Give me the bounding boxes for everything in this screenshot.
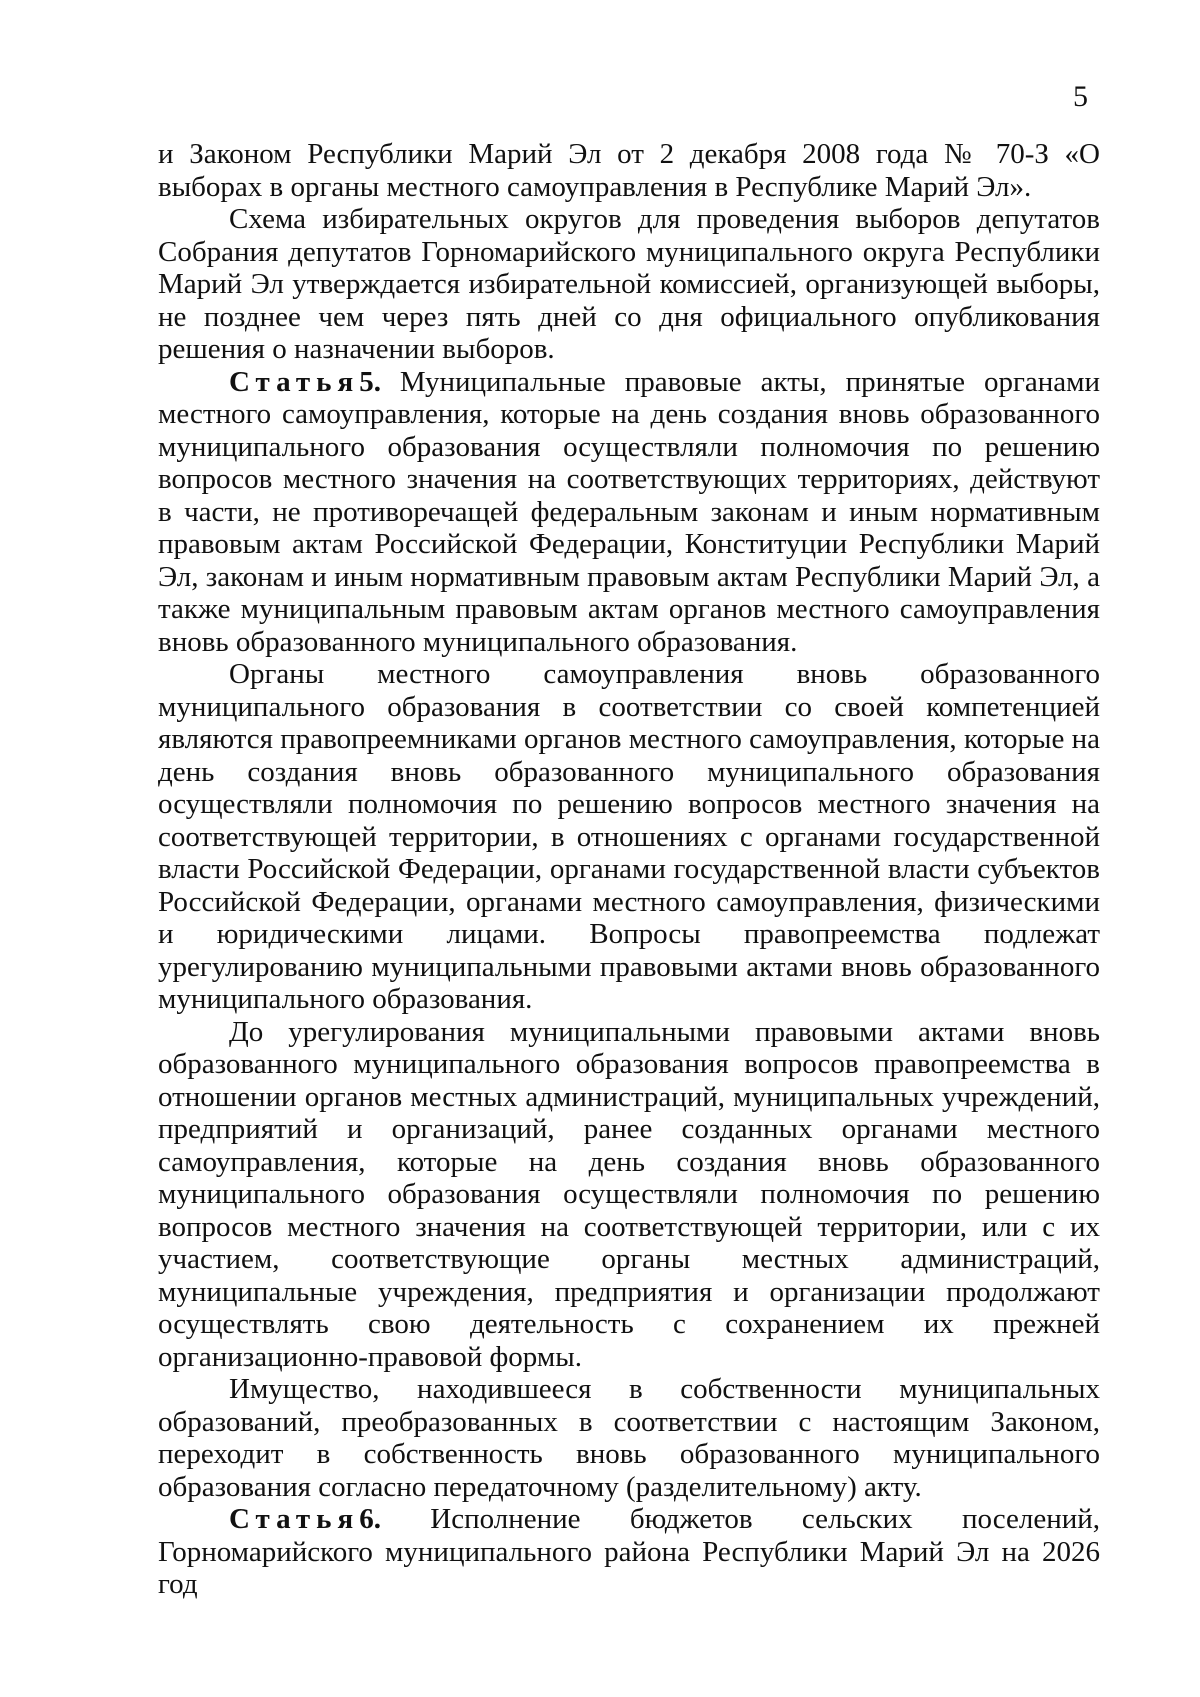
- paragraph-succession-regulation: До урегулирования муниципальными правовыми актами вновь образованного муниципального образования вопросов правопреемства в отношении органов местных администраций, муниципальных учреждений, предприятий и организаций, ранее созданных органами местного самоуправления, которые на день создания вновь образованного муниципального образования осуществляли полномочия по решению вопросов местного значения на соответствующей территории, или с их участием, соответствующие органы местных администраций, муниципальные учреждения, предприятия и организации продолжают осуществлять свою деятельность с сохранением их прежней организационно-правовой формы.: [158, 1015, 1100, 1373]
- paragraph-election-law-reference: и Законом Республики Марий Эл от 2 декабря 2008 года № 70-З «О выборах в органы местного самоуправления в Республике Марий Эл».: [158, 138, 1100, 203]
- article-6-paragraph: [158, 1503, 1100, 1601]
- paragraph-electoral-districts: Схема избирательных округов для проведения выборов депутатов Собрания депутатов Горномарийского муниципального округа Республики Марий Эл утверждается избирательной комиссией, организующей выборы, не позднее чем через пять дней со дня официального опубликования решения о назначении выборов.: [158, 203, 1100, 365]
- article-5-number: 5.: [359, 365, 381, 398]
- article-5-label: Статья: [229, 365, 360, 398]
- article-6-label: Статья: [229, 1503, 360, 1535]
- paragraph-legal-successors: Органы местного самоуправления вновь образованного муниципального образования в соответствии со своей компетенцией являются правопреемниками органов местного самоуправления, которые на день создания вновь образованного муниципального образования осуществляли полномочия по решению вопросов местного значения на соответствующей территории, в отношениях с органами государственной власти Российской Федерации, органами государственной власти субъектов Российской Федерации, органами местного самоуправления, физическими и юридическими лицами. Вопросы правопреемства подлежат урегулированию муниципальными правовыми актами вновь образованного муниципального образования.: [158, 658, 1100, 1015]
- article-6-number: 6.: [359, 1503, 381, 1535]
- page-number: 5: [1073, 80, 1088, 113]
- article-5-paragraph: [158, 366, 1100, 659]
- document-body: [158, 138, 1100, 1601]
- article-5-text: Муниципальные правовые акты, принятые органами местного самоуправления, которые на день создания вновь образованного муниципального образования осуществляли полномочия по решению вопросов местного значения на соответствующих территориях, действуют в части, не противоречащей федеральным законам и иным нормативным правовым актам Российской Федерации, Конституции Республики Марий Эл, законам и иным нормативным правовым актам Республики Марий Эл, а также муниципальным правовым актам органов местного самоуправления вновь образованного муниципального образования.: [158, 365, 1100, 658]
- article-6-text: Исполнение бюджетов сельских поселений, Горномарийского муниципального района Республики Марий Эл на 2026 год: [158, 1503, 1100, 1600]
- paragraph-property-transfer: Имущество, находившееся в собственности муниципальных образований, преобразованных в соответствии с настоящим Законом, переходит в собственность вновь образованного муниципального образования согласно передаточному (разделительному) акту.: [158, 1373, 1100, 1503]
